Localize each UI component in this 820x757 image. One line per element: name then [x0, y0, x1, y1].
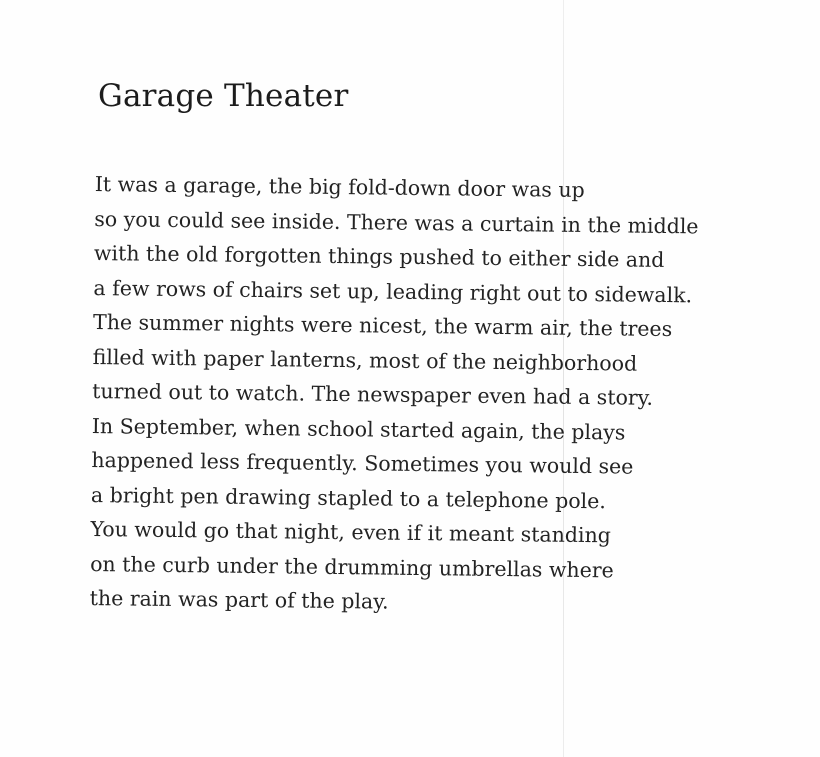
poem-title: Garage Theater: [98, 78, 349, 114]
poem-line: so you could see inside. There was a curtain in the middle: [94, 206, 699, 238]
poem-line: filled with paper lanterns, most of the neighborhood: [92, 344, 638, 376]
poem-line: a bright pen drawing stapled to a telephone pole.: [90, 482, 606, 513]
poem-line: with the old forgotten things pushed to either side and: [93, 240, 665, 272]
poem-line: It was a garage, the big fold-down door was up: [94, 171, 585, 202]
poem-line: happened less frequently. Sometimes you would see: [91, 447, 634, 479]
poem-line: a few rows of chairs set up, leading right out to sidewalk.: [93, 275, 693, 307]
poem-line: the rain was part of the play.: [89, 585, 389, 614]
poem-line: turned out to watch. The newspaper even had a story.: [92, 378, 654, 410]
poem-line: You would go that night, even if it meant standing: [90, 516, 612, 548]
poem-line: The summer nights were nicest, the warm air, the trees: [92, 309, 673, 342]
poem-line: In September, when school started again, the plays: [91, 413, 626, 444]
poem-line: on the curb under the drumming umbrellas where: [90, 551, 614, 582]
poem-body: [90, 167, 795, 624]
